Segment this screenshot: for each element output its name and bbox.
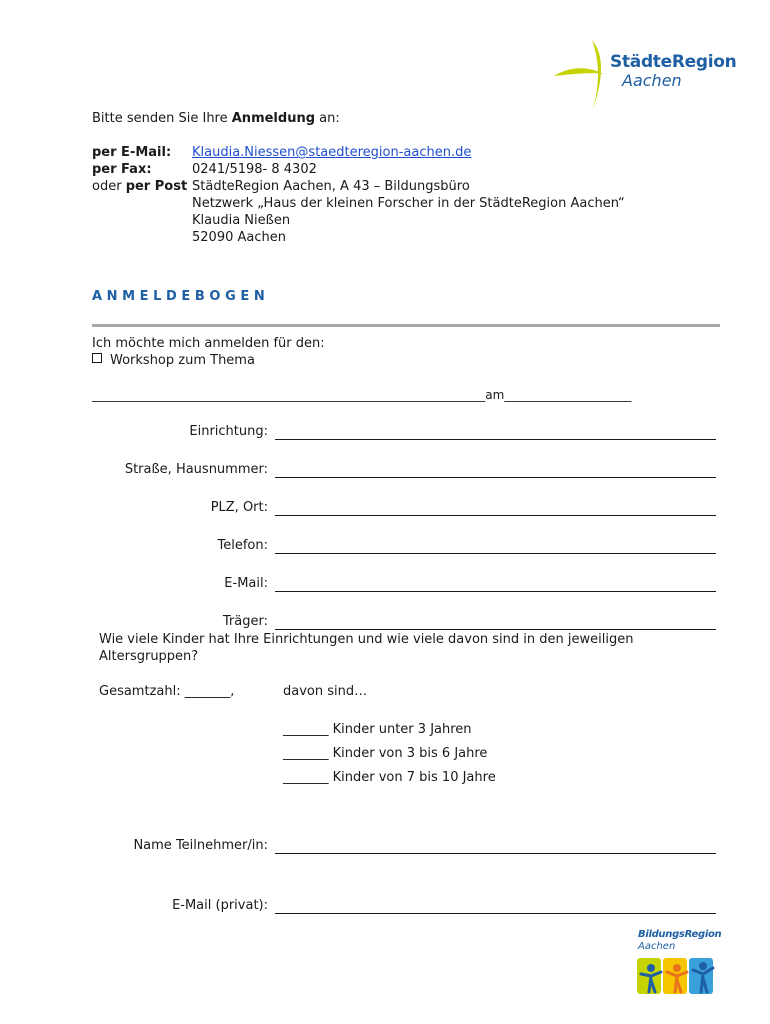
- post-line: 52090 Aachen: [192, 230, 286, 245]
- staedteregion-logo: [552, 36, 737, 116]
- logo-swoosh-icon: [552, 36, 632, 116]
- bottom-logo-line2: Aachen: [638, 941, 676, 952]
- post-line: Klaudia Nießen: [192, 213, 291, 228]
- post-label: oder per Post: [92, 179, 188, 194]
- intro-text: [92, 111, 340, 126]
- workshop-option[interactable]: [92, 353, 255, 368]
- einrichtung-field[interactable]: [275, 439, 716, 440]
- traeger-label: Träger:: [222, 614, 268, 629]
- workshop-option-label: Workshop zum Thema: [110, 353, 255, 368]
- age-group-3-to-6[interactable]: _______ Kinder von 3 bis 6 Jahre: [283, 746, 488, 761]
- telefon-label: Telefon:: [217, 538, 268, 553]
- topic-date-line[interactable]: _________________________________________________________________am_____________________: [92, 388, 632, 402]
- participant-name-field[interactable]: [275, 853, 716, 854]
- post-line: Netzwerk „Haus der kleinen Forscher in der StädteRegion Aachen“: [192, 196, 625, 211]
- fax-label: per Fax:: [92, 162, 152, 177]
- plz-label: PLZ, Ort:: [210, 500, 268, 515]
- email-label: per E-Mail:: [92, 145, 172, 160]
- intro-prefix: Bitte senden Sie Ihre: [92, 111, 232, 126]
- davon-label: davon sind…: [283, 684, 368, 699]
- children-figures-icon: [637, 956, 717, 996]
- private-email-label: E-Mail (privat):: [172, 898, 268, 913]
- strasse-field[interactable]: [275, 477, 716, 478]
- post-line: StädteRegion Aachen, A 43 – Bildungsbüro: [192, 179, 470, 194]
- workshop-checkbox[interactable]: [92, 353, 102, 363]
- traeger-field[interactable]: [275, 629, 716, 630]
- children-question-line1: Wie viele Kinder hat Ihre Einrichtungen und wie viele davon sind in den jeweiligen: [99, 632, 634, 647]
- email-value[interactable]: [192, 145, 471, 160]
- logo-text-line1: StädteRegion: [610, 52, 737, 72]
- logo-text-line2: Aachen: [622, 71, 682, 90]
- plz-field[interactable]: [275, 515, 716, 516]
- divider: [92, 324, 720, 327]
- bottom-logo-line1: BildungsRegion: [638, 929, 722, 940]
- children-question-line2: Altersgruppen?: [99, 649, 199, 664]
- total-count[interactable]: Gesamtzahl: _______,: [99, 684, 235, 699]
- age-group-under-3[interactable]: _______ Kinder unter 3 Jahren: [283, 722, 472, 737]
- email-field[interactable]: [275, 591, 716, 592]
- bildungsregion-logo: [632, 928, 732, 1000]
- intro-bold: Anmeldung: [231, 111, 316, 126]
- age-group-7-to-10[interactable]: _______ Kinder von 7 bis 10 Jahre: [283, 770, 496, 785]
- einrichtung-label: Einrichtung:: [189, 424, 268, 439]
- fax-value: 0241/5198- 8 4302: [192, 162, 317, 177]
- telefon-field[interactable]: [275, 553, 716, 554]
- intro-suffix: an:: [315, 111, 340, 126]
- register-intro: Ich möchte mich anmelden für den:: [92, 336, 325, 351]
- email-field-label: E-Mail:: [224, 576, 268, 591]
- section-title: ANMELDEBOGEN: [92, 289, 270, 304]
- email-link[interactable]: Klaudia.Niessen@staedteregion-aachen.de: [192, 145, 472, 160]
- participant-name-label: Name Teilnehmer/in:: [133, 838, 268, 853]
- strasse-label: Straße, Hausnummer:: [124, 462, 268, 477]
- private-email-field[interactable]: [275, 913, 716, 914]
